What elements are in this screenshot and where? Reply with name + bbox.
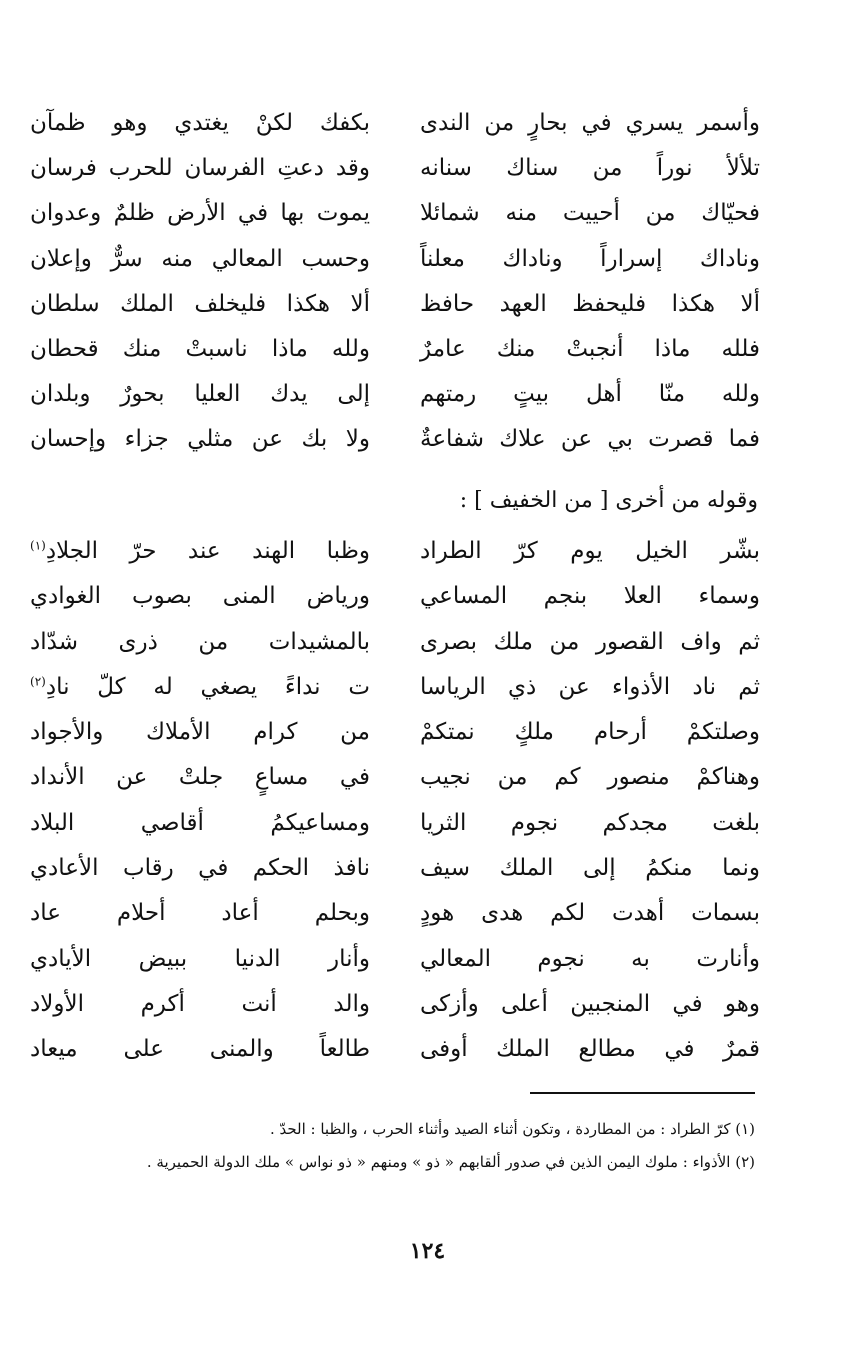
verse-second-hemistich-text: من كرام الأملاك والأجواد <box>30 719 370 746</box>
verse-first-hemistich: ونما منكمُ إلى الملك سيف <box>420 855 760 882</box>
verse-second-hemistich <box>30 857 370 880</box>
verse-row <box>30 945 760 993</box>
verse-row <box>30 428 760 473</box>
verse-first-hemistich: فحيّاك من أحييت منه شمائلا <box>420 200 760 227</box>
verse-second-hemistich-text: نافذ الحكم في رقاب الأعادي <box>30 855 370 882</box>
verse-row <box>30 157 760 202</box>
verse-second-hemistich <box>30 290 370 317</box>
verse-row <box>30 383 760 428</box>
verse-first-hemistich: وهو في المنجبين أعلى وأزكى <box>420 990 760 1017</box>
verse-second-hemistich <box>30 202 370 225</box>
verse-first-hemistich: وناداك إسراراً وناداك معلناً <box>420 245 760 272</box>
verse-second-hemistich-text: ورياض المنى بصوب الغوادي <box>30 583 370 610</box>
verse-row <box>30 766 760 811</box>
footnote-separator <box>530 1092 755 1094</box>
poem-intro-line: وقوله من أخرى [ من الخفيف ] : <box>459 488 758 513</box>
verse-row <box>30 673 760 721</box>
verse-first-hemistich: بشّر الخيل يوم كرّ الطراد <box>420 538 760 564</box>
verse-second-hemistich <box>30 628 370 655</box>
verse-row <box>30 990 760 1038</box>
verse-second-hemistich-text: وحسب المعالي منه سرٌّ وإعلان <box>30 245 370 272</box>
footnote-1: (١) كرّ الطراد : من المطاردة ، وتكون أثناء الصيد وأثناء الحرب ، والظبا : الحدّ . <box>269 1120 755 1138</box>
verse-second-hemistich-text: ولا بك عن مثلي جزاء وإحسان <box>30 426 370 453</box>
page-number: ١٢٤ <box>409 1238 446 1264</box>
verse-second-hemistich-text: يموت بها في الأرض ظلمٌ وعدوان <box>30 200 370 227</box>
verse-first-hemistich: ألا هكذا فليحفظ العهد حافظ <box>420 290 760 317</box>
verse-second-hemistich-text: ت نداءً يصغي له كلّ نادِ <box>45 673 370 700</box>
verse-second-hemistich <box>30 540 370 563</box>
verse-second-hemistich <box>30 945 370 972</box>
verse-first-hemistich: بلغت مجدكم نجوم الثريا <box>420 809 760 836</box>
verse-second-hemistich <box>30 902 370 925</box>
verse-second-hemistich-text: وأنار الدنيا ببيض الأيادي <box>30 945 370 972</box>
verse-row <box>30 540 760 585</box>
verse-second-hemistich <box>30 766 370 789</box>
verse-second-hemistich <box>30 157 370 180</box>
verse-row <box>30 112 760 157</box>
verse-second-hemistich <box>30 809 370 836</box>
verse-second-hemistich-text: والد أنت أكرم الأولاد <box>30 990 370 1017</box>
verse-first-hemistich: وهناكمْ منصور كم من نجيب <box>420 764 760 791</box>
verse-row <box>30 902 760 947</box>
verse-second-hemistich <box>30 112 370 135</box>
verse-second-hemistich-text: وقد دعتِ الفرسان للحرب فرسان <box>30 155 370 182</box>
verse-first-hemistich: بسمات أهدت لكم هدى هودٍ <box>420 900 760 927</box>
footnote-2: (٢) الأذواء : ملوك اليمن الذين في صدور ألقابهم « ذو » ومنهم « ذو نواس » ملك الدولة الحميرية . <box>146 1153 755 1171</box>
poem-block-1 <box>30 112 760 474</box>
verse-first-hemistich: ولله منّا أهل بيتٍ رمتهم <box>420 381 760 408</box>
verse-row <box>30 335 760 383</box>
verse-row <box>30 585 760 630</box>
verse-second-hemistich-text: إلى يدك العليا بحورٌ وبلدان <box>30 381 370 408</box>
verse-row <box>30 1038 760 1083</box>
poem-block-2 <box>30 540 760 1084</box>
verse-second-hemistich-text: ألا هكذا فليخلف الملك سلطان <box>30 290 370 317</box>
verse-second-hemistich <box>30 673 370 700</box>
verse-second-hemistich-text: وبحلم أعاد أحلام عاد <box>30 900 370 927</box>
verse-second-hemistich <box>30 428 370 451</box>
verse-first-hemistich: فلله ماذا أنجبتْ منك عامرٌ <box>420 335 760 362</box>
verse-row <box>30 290 760 338</box>
verse-second-hemistich-text: طالعاً والمنى على ميعاد <box>30 1036 370 1063</box>
verse-second-hemistich-text: ومساعيكمُ أقاصي البلاد <box>30 809 370 836</box>
verse-second-hemistich <box>30 1038 370 1061</box>
verse-first-hemistich: وصلتكمْ أرحام ملكٍ نمتكمْ <box>420 719 760 746</box>
verse-first-hemistich: ثم ناد الأذواء عن ذي الرياسا <box>420 673 760 700</box>
footnote-marker: (١) <box>30 538 46 553</box>
verse-first-hemistich: وأسمر يسري في بحارٍ من الندى <box>420 110 760 136</box>
verse-row <box>30 202 760 247</box>
verse-row <box>30 857 760 902</box>
verse-first-hemistich: تلألأ نوراً من سناك سنانه <box>420 155 760 182</box>
verse-second-hemistich <box>30 990 370 1017</box>
verse-second-hemistich <box>30 335 370 362</box>
verse-second-hemistich-text: بالمشيدات من ذرى شدّاد <box>30 628 370 655</box>
verse-second-hemistich <box>30 245 370 272</box>
verse-first-hemistich: وأنارت به نجوم المعالي <box>420 945 760 972</box>
verse-second-hemistich <box>30 585 370 608</box>
footnote-marker: (٢) <box>30 674 46 689</box>
verse-row <box>30 245 760 293</box>
verse-second-hemistich-text: بكفك لكنْ يغتدي وهو ظمآن <box>30 110 370 136</box>
verse-second-hemistich <box>30 383 370 406</box>
verse-first-hemistich: قمرٌ في مطالع الملك أوفى <box>420 1036 760 1063</box>
verse-second-hemistich-text: في مساعٍ جلتْ عن الأنداد <box>30 764 370 791</box>
verse-second-hemistich <box>30 721 370 744</box>
verse-row <box>30 628 760 676</box>
verse-second-hemistich-text: ولله ماذا ناسبتْ منك قحطان <box>30 335 370 362</box>
verse-first-hemistich: وسماء العلا بنجم المساعي <box>420 583 760 610</box>
verse-first-hemistich: فما قصرت بي عن علاك شفاعةٌ <box>420 426 760 453</box>
verse-row <box>30 809 760 857</box>
verse-first-hemistich: ثم واف القصور من ملك بصرى <box>420 628 760 655</box>
verse-row <box>30 721 760 766</box>
verse-second-hemistich-text: وظبا الهند عند حرّ الجلادِ <box>45 538 370 564</box>
